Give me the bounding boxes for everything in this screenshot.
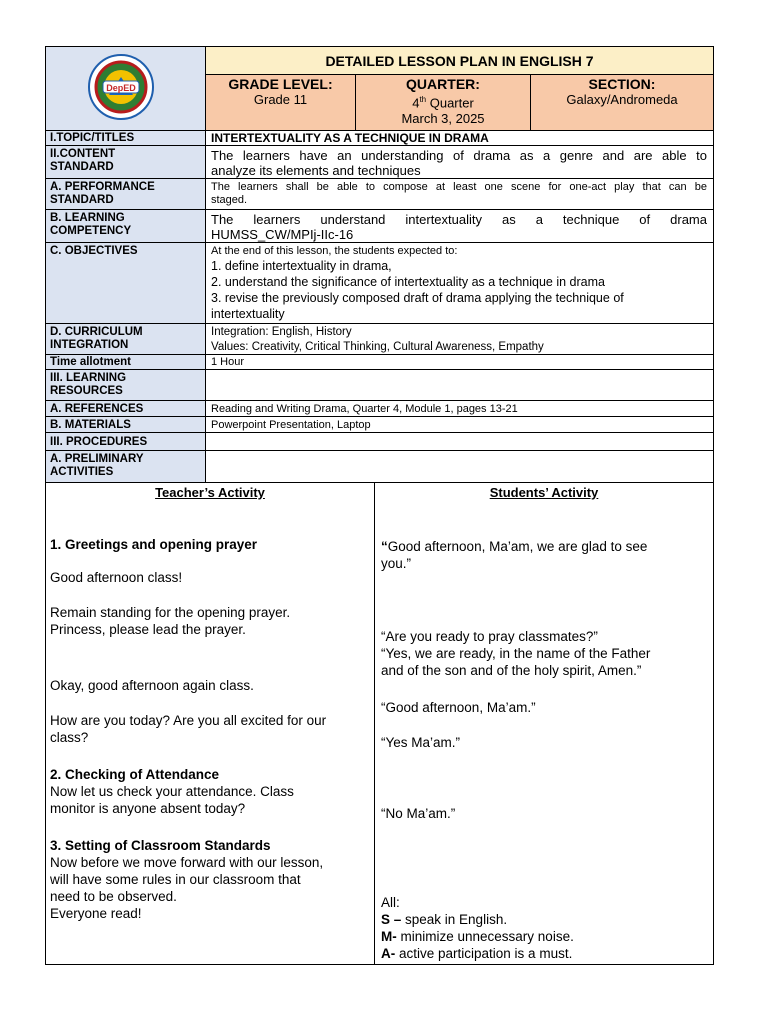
students-greeting-reply: “Good afternoon, Ma’am.”: [381, 700, 536, 715]
references-value: Reading and Writing Drama, Quarter 4, Module 1, pages 13-21: [205, 400, 714, 417]
rule-item: S – speak in English.: [381, 912, 508, 927]
learning-resources-label: III. LEARNING RESOURCES: [45, 369, 206, 401]
content-standard-label: II.CONTENT STANDARD: [45, 145, 206, 179]
greetings-heading: 1. Greetings and opening prayer: [50, 537, 258, 552]
curriculum-integration-value: Integration: English, History Values: Creativity, Critical Thinking, Cultural Awareness, Empathy: [205, 323, 714, 355]
grade-level-cell: [205, 74, 356, 131]
students-yes-reply: “Yes Ma’am.”: [381, 735, 461, 750]
prayer-leader-question: “Are you ready to pray classmates?”: [381, 629, 598, 644]
students-activity-header: Students’ Activity: [489, 485, 599, 500]
objectives-value: [205, 242, 714, 324]
time-allotment-value: 1 Hour: [205, 354, 714, 370]
references-label: A. REFERENCES: [45, 400, 206, 417]
teacher-prayer-instruction: Remain standing for the opening prayer. Princess, please lead the prayer.: [50, 605, 291, 637]
standards-section: 3. Setting of Classroom Standards Now before we move forward with our lesson, will have some rules in our classroom that need to be observed. Everyone read!: [50, 837, 370, 922]
content-standard-value: The learners have an understanding of drama as a genre and are able to analyze its elements and techniques: [205, 145, 714, 179]
procedures-label: III. PROCEDURES: [45, 432, 206, 451]
grade-level-value: Grade 11: [253, 92, 308, 107]
quarter-label: QUARTER:: [406, 76, 480, 92]
topic-label: I.TOPIC/TITLES: [45, 130, 206, 146]
materials-value: Powerpoint Presentation, Laptop: [205, 416, 714, 433]
performance-standard-label: A. PERFORMANCE STANDARD: [45, 178, 206, 210]
students-greeting: “Good afternoon, Ma’am, we are glad to see you.”: [381, 539, 648, 571]
section-label: SECTION:: [588, 76, 656, 92]
topic-value: INTERTEXTUALITY AS A TECHNIQUE IN DRAMA: [205, 130, 714, 146]
learning-resources-value: [205, 369, 714, 401]
attendance-section: 2. Checking of Attendance Now let us check your attendance. Class monitor is anyone absent today?: [50, 766, 370, 817]
teacher-activity-column: [45, 482, 375, 965]
curriculum-integration-label: D. CURRICULUM INTEGRATION: [45, 323, 206, 355]
preliminary-activities-value: [205, 450, 714, 483]
students-attendance-reply: “No Ma’am.”: [381, 806, 456, 821]
quarter-cell: [355, 74, 531, 131]
section-value: Galaxy/Andromeda: [566, 92, 678, 107]
teacher-activity-header: Teacher’s Activity: [155, 485, 265, 500]
quarter-date: March 3, 2025: [401, 111, 485, 127]
preliminary-activities-label: A. PRELIMINARY ACTIVITIES: [45, 450, 206, 483]
deped-logo: [87, 53, 155, 121]
time-allotment-label: Time allotment: [45, 354, 206, 370]
section-cell: [530, 74, 714, 131]
teacher-question: How are you today? Are you all excited for our class?: [50, 713, 327, 745]
procedures-value: [205, 432, 714, 451]
teacher-greeting: Good afternoon class!: [50, 570, 183, 585]
objective-item: intertextuality: [211, 307, 285, 321]
students-prayer: “Yes, we are ready, in the name of the Father and of the son and of the holy spirit, Amen.”: [381, 646, 651, 678]
grade-level-label: GRADE LEVEL:: [228, 76, 333, 92]
objectives-label: C. OBJECTIVES: [45, 242, 206, 324]
students-rules: All: S – speak in English. M- minimize unnecessary noise. A- active participation is a must.: [381, 894, 709, 962]
teacher-greeting-again: Okay, good afternoon again class.: [50, 678, 254, 693]
performance-standard-value: The learners shall be able to compose at least one scene for one-act play that can be staged.: [205, 178, 714, 210]
logo-text: DepED: [106, 83, 136, 93]
document-title: DETAILED LESSON PLAN IN ENGLISH 7: [205, 46, 714, 75]
materials-label: B. MATERIALS: [45, 416, 206, 433]
rule-item: M- minimize unnecessary noise.: [381, 929, 574, 944]
students-activity-column: [374, 482, 714, 965]
objective-item: 2. understand the significance of intertextuality as a technique in drama: [211, 275, 605, 289]
attendance-heading: 2. Checking of Attendance: [50, 767, 220, 782]
quarter-value: 4th Quarter: [412, 95, 474, 111]
learning-competency-value: The learners understand intertextuality as a technique of drama HUMSS_CW/MPIj-IIc-16: [205, 209, 714, 243]
learning-competency-label: B. LEARNING COMPETENCY: [45, 209, 206, 243]
standards-heading: 3. Setting of Classroom Standards: [50, 838, 271, 853]
rule-item: A- active participation is a must.: [381, 946, 573, 961]
objective-item: 1. define intertextuality in drama,: [211, 259, 392, 273]
objectives-intro: At the end of this lesson, the students expected to:: [211, 245, 458, 257]
objective-item: 3. revise the previously composed draft of drama applying the technique of: [211, 291, 624, 305]
